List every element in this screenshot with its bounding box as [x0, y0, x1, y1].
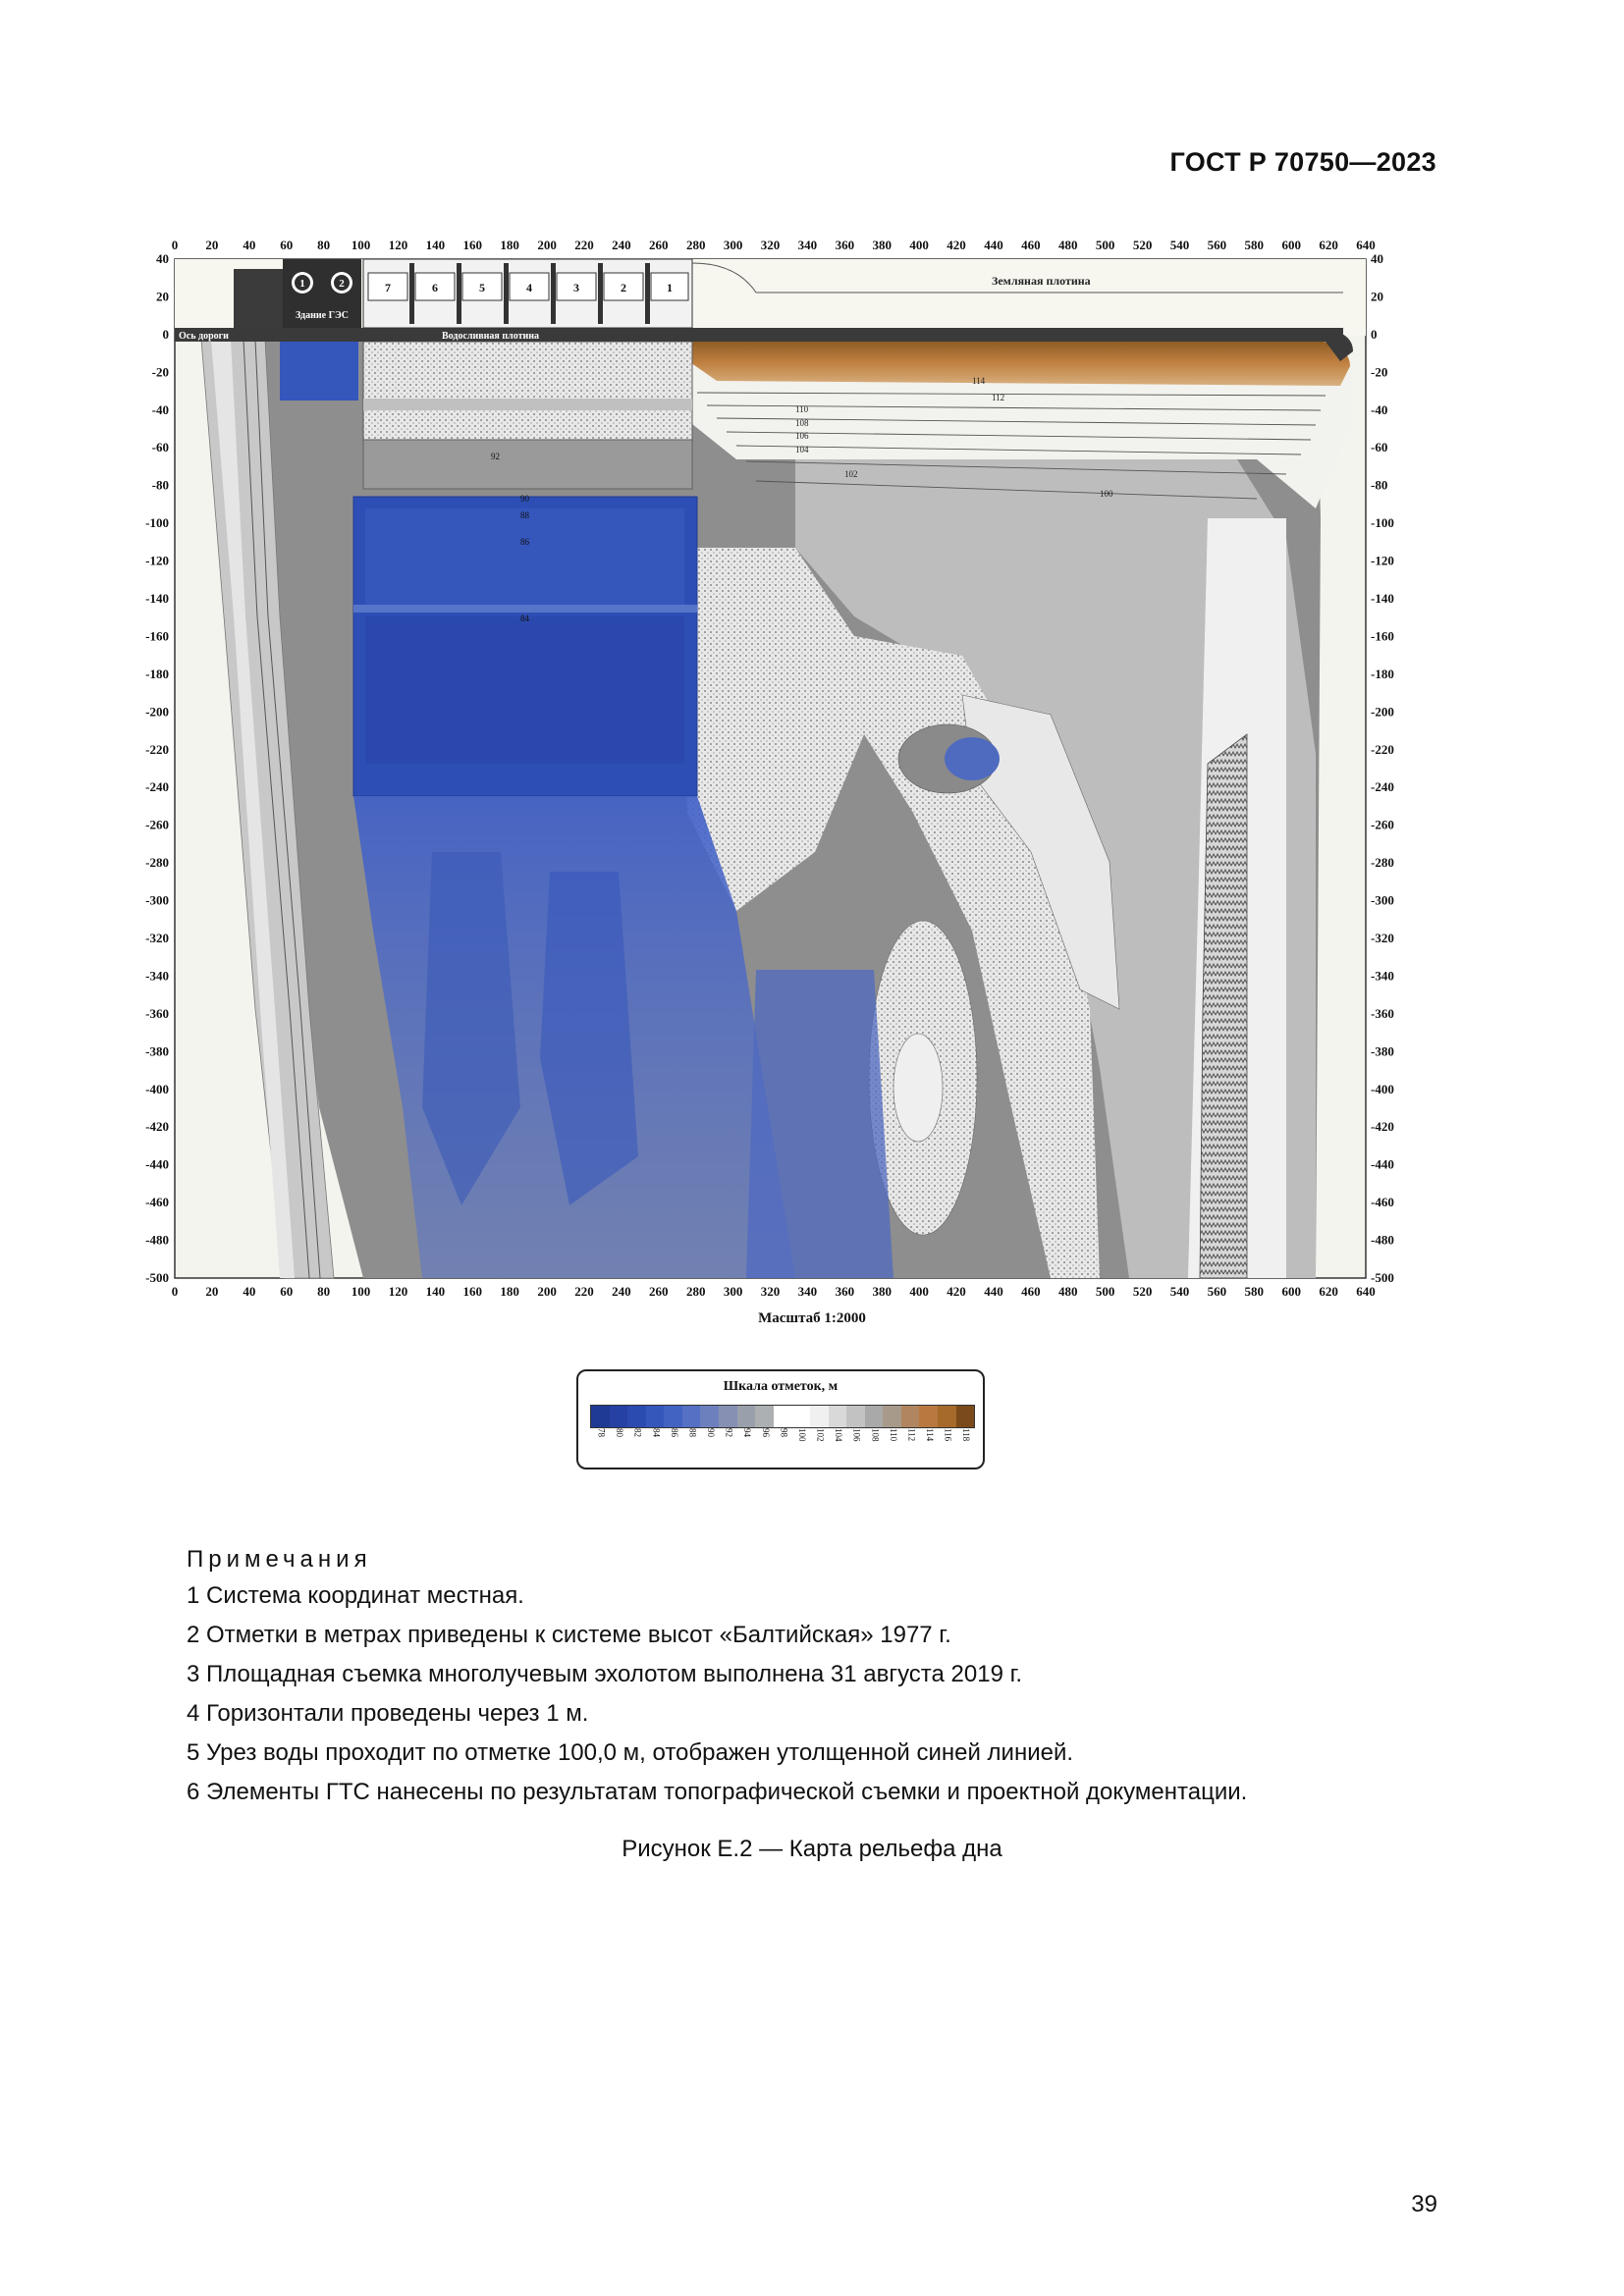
x-axis-tick-label: 440: [984, 238, 1003, 252]
y-axis-tick-label: -480: [145, 1232, 169, 1248]
x-axis-tick-label: 0: [171, 1284, 179, 1299]
x-axis-tick-label: 280: [685, 238, 706, 252]
note-item: 5 Урез воды проходит по отметке 100,0 м, отображен утолщенной синей линией.: [187, 1739, 1074, 1766]
y-axis-tick-label: -120: [1371, 553, 1394, 568]
contour-label: 102: [844, 469, 858, 479]
legend-swatch: [956, 1406, 975, 1427]
x-axis-tick-label: 320: [760, 238, 781, 252]
span-label: 3: [573, 281, 579, 294]
legend-swatch: [865, 1406, 884, 1427]
figure-caption: Рисунок Е.2 — Карта рельефа дна: [622, 1836, 1002, 1862]
y-axis-tick-label: -200: [1371, 704, 1394, 720]
legend-swatch: [591, 1406, 610, 1427]
y-axis-tick-label: 20: [156, 289, 169, 304]
y-axis-tick-label: -180: [1371, 666, 1394, 681]
y-axis-tick-label: -440: [1371, 1156, 1394, 1172]
legend-label: 92: [724, 1428, 734, 1437]
legend-label: 108: [870, 1428, 881, 1442]
road-axis-label: Ось дороги: [179, 331, 229, 342]
x-axis-tick-label: 640: [1356, 1284, 1376, 1299]
x-axis-tick-label: 600: [1281, 1284, 1301, 1299]
note-item: 1 Система координат местная.: [187, 1582, 524, 1609]
y-axis-tick-label: 0: [1371, 326, 1378, 342]
x-axis-tick-label: 120: [388, 238, 408, 252]
legend-label: 98: [779, 1428, 789, 1437]
x-axis-tick-label: 420: [947, 238, 966, 252]
x-axis-tick-label: 80: [317, 238, 331, 252]
x-axis-tick-label: 540: [1169, 1284, 1190, 1299]
y-axis-tick-label: -220: [1371, 741, 1394, 757]
span-label: 7: [385, 281, 391, 294]
note-item: 4 Горизонтали проведены через 1 м.: [187, 1700, 589, 1727]
x-axis-tick-label: 200: [537, 238, 557, 252]
legend-swatch: [737, 1406, 756, 1427]
legend-label: 90: [706, 1428, 717, 1437]
x-axis-tick-label: 140: [425, 1284, 446, 1299]
y-axis-tick-label: -300: [1371, 892, 1394, 908]
y-axis-tick-label: -340: [145, 968, 169, 984]
x-axis-tick-label: 80: [317, 1284, 331, 1299]
legend-label: 80: [615, 1428, 625, 1437]
y-axis-tick-label: 40: [1371, 251, 1383, 266]
y-axis-tick-label: -500: [1371, 1270, 1394, 1285]
legend-labels: [590, 1428, 973, 1462]
contour-label: 88: [520, 510, 529, 520]
x-axis-tick-label: 300: [723, 1284, 743, 1299]
y-axis-tick-label: -420: [1371, 1119, 1394, 1135]
y-axis-tick-label: -120: [145, 553, 169, 568]
legend-swatch: [791, 1406, 810, 1427]
y-axis-tick-label: -240: [145, 779, 169, 795]
contour-label: 110: [795, 404, 809, 414]
note-item: 3 Площадная съемка многолучевым эхолотом выполнена 31 августа 2019 г.: [187, 1661, 1023, 1687]
x-axis-tick-label: 220: [574, 1284, 594, 1299]
y-axis-tick-label: -20: [151, 364, 169, 380]
x-axis-tick-label: 640: [1356, 238, 1376, 252]
legend-swatch: [938, 1406, 956, 1427]
y-axis-tick-label: -260: [145, 817, 169, 832]
x-axis-tick-label: 460: [1021, 1284, 1041, 1299]
legend-swatch: [883, 1406, 901, 1427]
legend-label: 96: [760, 1428, 771, 1437]
legend-label: 100: [796, 1428, 807, 1442]
x-axis-tick-label: 40: [243, 238, 256, 252]
legend-color-bar: [590, 1405, 975, 1428]
x-axis-tick-label: 240: [612, 238, 631, 252]
span-label: 1: [667, 281, 673, 294]
y-axis-tick-label: -200: [145, 704, 169, 720]
x-axis-tick-label: 120: [388, 1284, 408, 1299]
legend-swatch: [664, 1406, 682, 1427]
legend-label: 84: [651, 1428, 662, 1437]
y-axis-tick-label: -260: [1371, 817, 1394, 832]
x-axis-tick-label: 460: [1021, 238, 1041, 252]
y-axis-tick-label: -400: [1371, 1081, 1394, 1096]
y-axis-tick-label: -420: [145, 1119, 169, 1135]
x-axis-tick-label: 260: [649, 1284, 669, 1299]
y-axis-tick-label: -160: [145, 628, 169, 644]
x-axis-tick-label: 400: [909, 238, 929, 252]
x-axis-tick-label: 60: [280, 1284, 294, 1299]
legend-swatch: [682, 1406, 701, 1427]
hpp-building-label: Здание ГЭС: [296, 310, 349, 321]
x-axis-tick-label: 520: [1132, 238, 1153, 252]
x-axis-tick-label: 100: [351, 238, 371, 252]
x-axis-tick-label: 140: [425, 238, 446, 252]
y-axis-tick-label: -60: [151, 440, 169, 455]
x-axis-tick-label: 180: [500, 1284, 519, 1299]
legend-label: 94: [742, 1428, 753, 1437]
map-scale: Масштаб 1:2000: [758, 1310, 866, 1326]
unit-2-label: 2: [339, 278, 345, 290]
y-axis-tick-label: -360: [1371, 1005, 1394, 1021]
y-axis-tick-label: -480: [1371, 1232, 1394, 1248]
x-axis-tick-label: 40: [243, 1284, 256, 1299]
y-axis-tick-label: -300: [145, 892, 169, 908]
y-axis-tick-label: -240: [1371, 779, 1394, 795]
x-axis-tick-label: 160: [462, 238, 482, 252]
x-axis-tick-label: 500: [1095, 238, 1115, 252]
notes-title: Примечания: [187, 1546, 372, 1573]
x-axis-tick-label: 560: [1207, 238, 1227, 252]
span-label: 6: [432, 281, 438, 294]
earth-dam-label: Земляная плотина: [992, 274, 1091, 288]
x-axis-tick-label: 300: [723, 238, 743, 252]
legend-label: 112: [906, 1428, 917, 1442]
x-axis-tick-label: 480: [1058, 1284, 1078, 1299]
legend-label: 104: [834, 1428, 844, 1442]
x-axis-tick-label: 380: [872, 238, 892, 252]
x-axis-tick-label: 20: [205, 238, 219, 252]
legend-swatch: [901, 1406, 920, 1427]
y-axis-tick-label: -160: [1371, 628, 1394, 644]
x-axis-tick-label: 220: [574, 238, 594, 252]
notes-section: [187, 1546, 1463, 1817]
legend-label: 88: [687, 1428, 698, 1437]
page-number: 39: [1411, 2191, 1437, 2217]
span-label: 5: [479, 281, 485, 294]
x-axis-tick-label: 200: [537, 1284, 557, 1299]
y-axis-tick-label: -380: [145, 1043, 169, 1059]
x-axis-tick-label: 580: [1244, 1284, 1265, 1299]
legend-swatch: [700, 1406, 719, 1427]
x-axis-tick-label: 0: [171, 238, 179, 252]
legend-swatch: [627, 1406, 646, 1427]
bathymetry-map: [108, 224, 1434, 1299]
y-axis-tick-label: -440: [145, 1156, 169, 1172]
y-axis-tick-label: -80: [151, 477, 169, 493]
y-axis-tick-label: 40: [156, 251, 169, 266]
x-axis-tick-label: 440: [984, 1284, 1003, 1299]
span-label: 2: [621, 281, 626, 294]
elevation-legend: [576, 1369, 985, 1469]
x-axis-tick-label: 420: [947, 1284, 966, 1299]
y-axis-tick-label: -320: [1371, 931, 1394, 945]
y-axis-tick-label: -80: [1371, 477, 1388, 493]
y-axis-tick-label: -220: [145, 741, 169, 757]
legend-swatch: [846, 1406, 865, 1427]
y-axis-tick-label: -380: [1371, 1043, 1394, 1059]
contour-label: 106: [795, 431, 809, 441]
contour-label: 104: [795, 445, 809, 454]
legend-swatch: [755, 1406, 774, 1427]
x-axis-tick-label: 340: [797, 238, 818, 252]
note-item: 2 Отметки в метрах приведены к системе высот «Балтийская» 1977 г.: [187, 1622, 951, 1648]
legend-swatch: [919, 1406, 938, 1427]
legend-title: Шкала отметок, м: [723, 1379, 839, 1394]
legend-label: 114: [924, 1428, 935, 1442]
contour-label: 108: [795, 418, 809, 428]
spillway-dam-label: Водосливная плотина: [442, 331, 539, 342]
legend-swatch: [646, 1406, 665, 1427]
x-axis-tick-label: 400: [909, 1284, 929, 1299]
y-axis-tick-label: -140: [1371, 591, 1394, 606]
x-axis-tick-label: 240: [612, 1284, 631, 1299]
legend-swatch: [719, 1406, 737, 1427]
x-axis-tick-label: 580: [1244, 238, 1265, 252]
y-axis-tick-label: -460: [1371, 1195, 1394, 1210]
y-axis-tick-label: -40: [151, 401, 169, 417]
x-axis-tick-label: 520: [1132, 1284, 1153, 1299]
x-axis-tick-label: 180: [500, 238, 519, 252]
x-axis-tick-label: 340: [797, 1284, 818, 1299]
legend-label: 116: [943, 1428, 953, 1442]
x-axis-tick-label: 620: [1319, 1284, 1338, 1299]
contour-label: 86: [520, 537, 529, 547]
x-axis-tick-label: 100: [351, 1284, 371, 1299]
y-axis-tick-label: -40: [1371, 401, 1388, 417]
y-axis-tick-label: -280: [1371, 855, 1394, 871]
y-axis-tick-label: -60: [1371, 440, 1388, 455]
contour-label: 112: [992, 393, 1005, 402]
x-axis-tick-label: 380: [872, 1284, 892, 1299]
contour-label: 90: [520, 494, 529, 504]
y-axis-tick-label: -100: [145, 515, 169, 531]
legend-swatch: [610, 1406, 628, 1427]
contour-label: 100: [1100, 489, 1113, 499]
legend-label: 82: [632, 1428, 643, 1437]
note-item: 6 Элементы ГТС нанесены по результатам топографической съемки и проектной документации.: [187, 1779, 1248, 1805]
x-axis-tick-label: 360: [835, 238, 855, 252]
y-axis-tick-label: -500: [145, 1270, 169, 1285]
y-axis-tick-label: 0: [162, 326, 169, 342]
legend-swatch: [810, 1406, 829, 1427]
y-axis-tick-label: -460: [145, 1195, 169, 1210]
legend-label: 78: [596, 1428, 607, 1437]
legend-label: 106: [851, 1428, 862, 1442]
legend-label: 102: [815, 1428, 826, 1442]
x-axis-tick-label: 60: [280, 238, 294, 252]
standard-number: ГОСТ Р 70750—2023: [1169, 147, 1436, 177]
x-axis-tick-label: 160: [462, 1284, 482, 1299]
y-axis-tick-label: -20: [1371, 364, 1388, 380]
legend-label: 118: [961, 1428, 972, 1442]
x-axis-tick-label: 500: [1095, 1284, 1115, 1299]
x-axis-tick-label: 480: [1058, 238, 1078, 252]
legend-label: 110: [888, 1428, 898, 1442]
unit-1-label: 1: [299, 278, 305, 290]
y-axis-tick-label: -100: [1371, 515, 1394, 531]
x-axis-tick-label: 20: [205, 1284, 219, 1299]
contour-label: 84: [520, 614, 529, 623]
contour-label: 92: [491, 452, 500, 461]
x-axis-tick-label: 620: [1319, 238, 1338, 252]
y-axis-tick-label: -320: [145, 931, 169, 945]
legend-swatch: [829, 1406, 847, 1427]
x-axis-tick-label: 540: [1169, 238, 1190, 252]
y-axis-tick-label: -140: [145, 591, 169, 606]
y-axis-tick-label: -360: [145, 1005, 169, 1021]
y-axis-tick-label: -180: [145, 666, 169, 681]
x-axis-tick-label: 560: [1207, 1284, 1227, 1299]
x-axis-tick-label: 360: [835, 1284, 855, 1299]
y-axis-tick-label: 20: [1371, 289, 1383, 304]
x-axis-tick-label: 280: [685, 1284, 706, 1299]
x-axis-tick-label: 260: [649, 238, 669, 252]
contour-label: 114: [972, 376, 986, 386]
y-axis-tick-label: -280: [145, 855, 169, 871]
span-label: 4: [526, 281, 532, 294]
y-axis-tick-label: -400: [145, 1081, 169, 1096]
legend-swatch: [774, 1406, 792, 1427]
x-axis-tick-label: 600: [1281, 238, 1301, 252]
legend-label: 86: [669, 1428, 679, 1437]
y-axis-tick-label: -340: [1371, 968, 1394, 984]
x-axis-tick-label: 320: [760, 1284, 781, 1299]
